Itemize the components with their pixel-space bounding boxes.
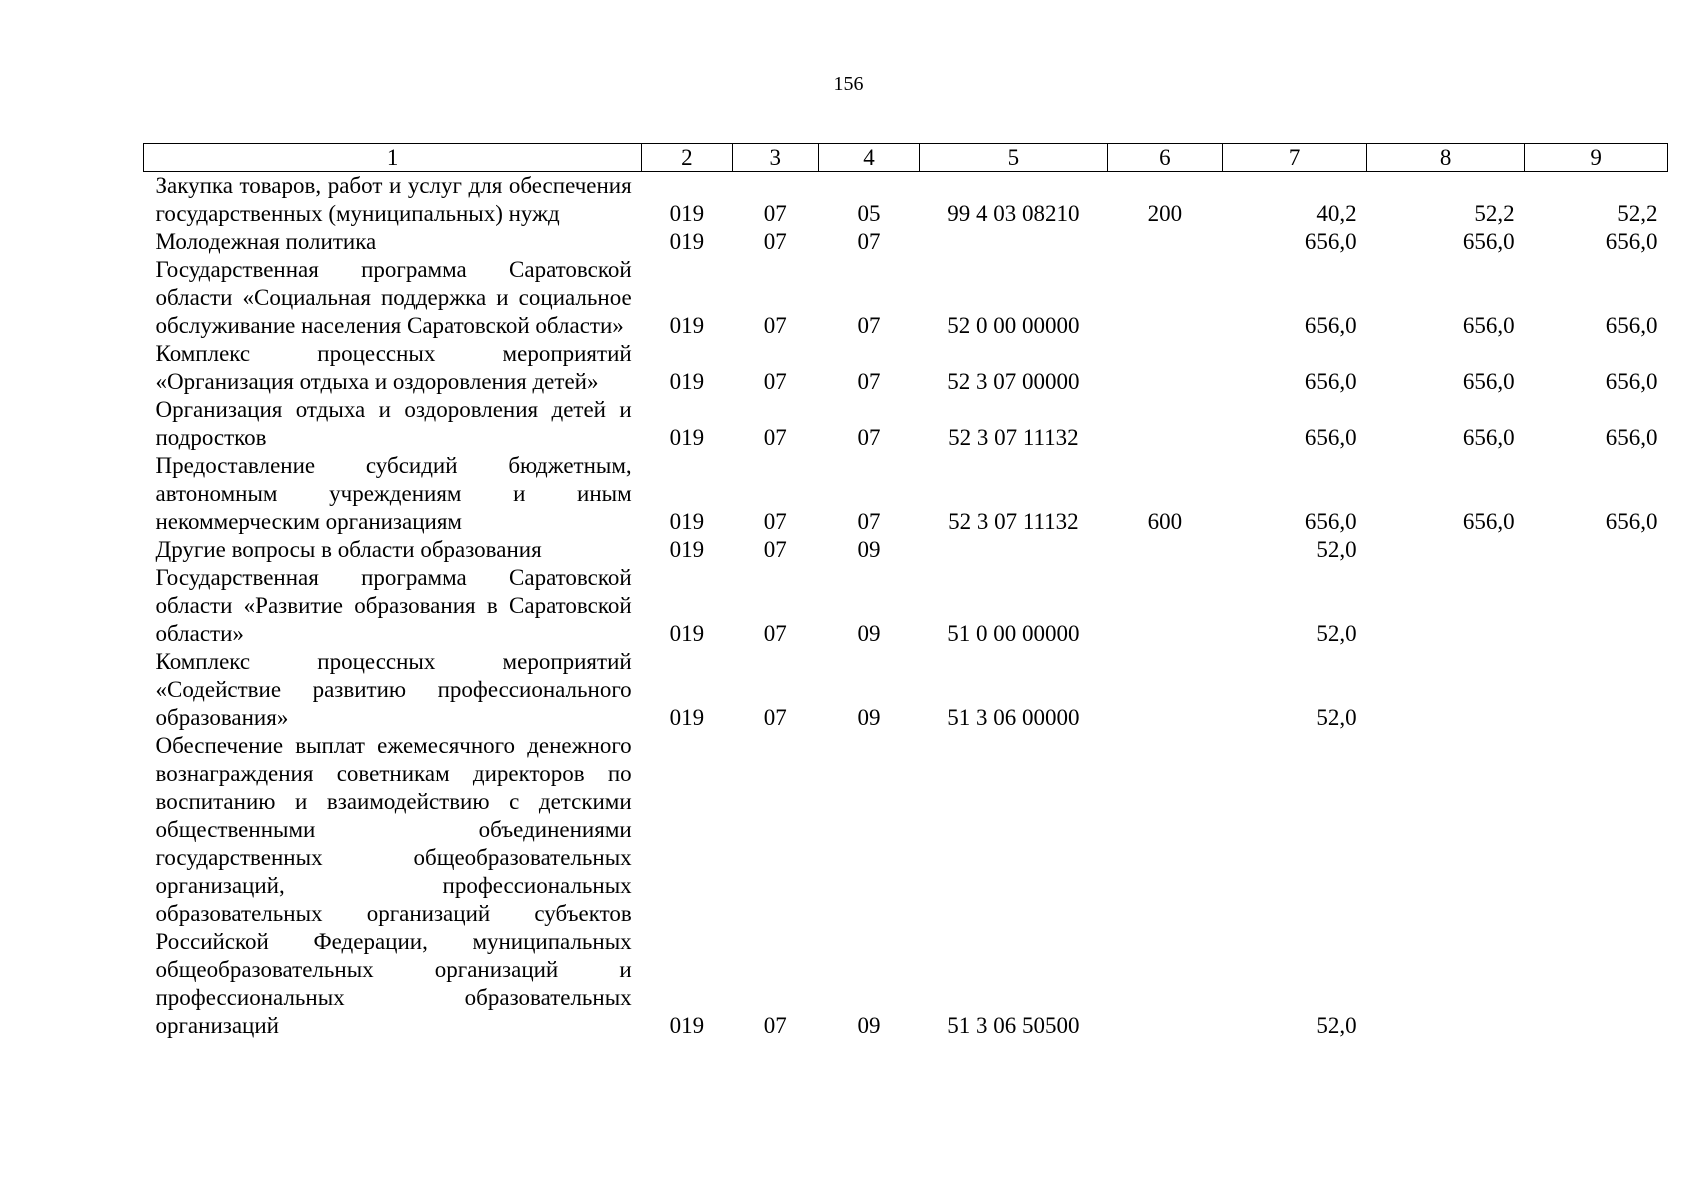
cell-amount-year-1: 656,0 — [1304, 229, 1357, 254]
cell-amount-year-2: 656,0 — [1462, 313, 1515, 338]
cell-target-article: 52 3 07 11132 — [948, 425, 1079, 450]
cell-amount-year-2 — [1367, 732, 1525, 1040]
cell-amount-year-2: 656,0 — [1462, 229, 1515, 254]
cell-amount-year-3: 656,0 — [1605, 509, 1658, 534]
cell-amount-year-1: 656,0 — [1304, 313, 1357, 338]
cell-target-article — [920, 228, 1108, 256]
cell-section: 07 — [763, 621, 787, 646]
cell-section: 07 — [763, 509, 787, 534]
cell-section: 07 — [763, 537, 787, 562]
cell-section: 07 — [763, 369, 787, 394]
cell-name: Другие вопросы в области образования — [155, 537, 542, 562]
cell-amount-year-2: 656,0 — [1462, 369, 1515, 394]
column-header-8: 8 — [1367, 144, 1525, 172]
cell-name: Комплекс процессных мероприятий «Организация отдыха и оздоровления детей» — [155, 341, 632, 394]
cell-ministry-code: 019 — [669, 369, 705, 394]
cell-expense-type — [1107, 564, 1223, 648]
cell-expense-type — [1107, 732, 1223, 1040]
cell-ministry-code: 019 — [669, 313, 705, 338]
cell-amount-year-1: 52,0 — [1316, 1013, 1357, 1038]
cell-ministry-code: 019 — [669, 705, 705, 730]
cell-amount-year-3 — [1525, 732, 1668, 1040]
table-row — [144, 228, 1668, 256]
cell-subsection: 05 — [857, 201, 881, 226]
cell-name: Комплекс процессных мероприятий «Содействие развитию профессионального образования» — [155, 649, 632, 730]
cell-amount-year-1: 52,0 — [1316, 705, 1357, 730]
cell-amount-year-1: 656,0 — [1304, 509, 1357, 534]
table-row — [144, 340, 1668, 396]
cell-name: Предоставление субсидий бюджетным, автономным учреждениям и иным некоммерческим организациям — [155, 453, 632, 534]
cell-amount-year-3: 52,2 — [1617, 201, 1658, 226]
page-number: 156 — [833, 73, 864, 95]
cell-amount-year-2: 52,2 — [1474, 201, 1515, 226]
cell-amount-year-2 — [1367, 564, 1525, 648]
cell-name: Государственная программа Саратовской области «Развитие образования в Саратовской области» — [155, 565, 632, 646]
cell-subsection: 09 — [857, 537, 881, 562]
cell-expense-type: 600 — [1147, 509, 1183, 534]
column-header-1: 1 — [144, 144, 642, 172]
cell-amount-year-3: 656,0 — [1605, 229, 1658, 254]
cell-subsection: 07 — [857, 425, 881, 450]
cell-subsection: 07 — [857, 313, 881, 338]
cell-ministry-code: 019 — [669, 201, 705, 226]
table-row — [144, 452, 1668, 536]
cell-target-article: 51 3 06 50500 — [947, 1013, 1080, 1038]
cell-subsection: 09 — [857, 621, 881, 646]
cell-subsection: 09 — [857, 1013, 881, 1038]
column-header-5: 5 — [920, 144, 1108, 172]
cell-name: Обеспечение выплат ежемесячного денежного вознаграждения советникам директоров по воспитанию и взаимодействию с детскими общественными объединениями государственных общеобразовательных организаций, профессиональных образовательных организаций субъектов Российской Федерации, муниципальных общеобразовательных организаций и профессиональных образовательных организаций — [155, 733, 632, 1038]
budget-table — [143, 143, 1668, 1040]
cell-amount-year-1: 40,2 — [1316, 201, 1357, 226]
cell-amount-year-2: 656,0 — [1462, 425, 1515, 450]
cell-section: 07 — [763, 229, 787, 254]
cell-expense-type — [1107, 396, 1223, 452]
cell-ministry-code: 019 — [669, 229, 705, 254]
cell-subsection: 07 — [857, 369, 881, 394]
cell-amount-year-3 — [1525, 648, 1668, 732]
column-header-6: 6 — [1107, 144, 1223, 172]
cell-target-article: 51 0 00 00000 — [947, 621, 1080, 646]
cell-target-article — [920, 536, 1108, 564]
cell-subsection: 07 — [857, 509, 881, 534]
cell-ministry-code: 019 — [669, 621, 705, 646]
cell-amount-year-1: 52,0 — [1316, 537, 1357, 562]
cell-ministry-code: 019 — [669, 425, 705, 450]
column-header-9: 9 — [1525, 144, 1668, 172]
table-body — [144, 172, 1668, 1041]
cell-ministry-code: 019 — [669, 509, 705, 534]
column-header-4: 4 — [818, 144, 919, 172]
cell-expense-type — [1107, 256, 1223, 340]
cell-target-article: 99 4 03 08210 — [947, 201, 1080, 226]
cell-target-article: 52 3 07 00000 — [947, 369, 1080, 394]
cell-subsection: 09 — [857, 705, 881, 730]
cell-expense-type — [1107, 536, 1223, 564]
table-row — [144, 172, 1668, 229]
table-row — [144, 536, 1668, 564]
column-header-7: 7 — [1223, 144, 1367, 172]
cell-amount-year-2 — [1367, 648, 1525, 732]
cell-name: Закупка товаров, работ и услуг для обеспечения государственных (муниципальных) нужд — [155, 173, 632, 226]
table-header — [144, 144, 1668, 172]
cell-amount-year-3 — [1525, 564, 1668, 648]
cell-amount-year-2 — [1367, 536, 1525, 564]
cell-amount-year-2: 656,0 — [1462, 509, 1515, 534]
cell-amount-year-3: 656,0 — [1605, 313, 1658, 338]
cell-section: 07 — [763, 425, 787, 450]
cell-name: Молодежная политика — [155, 229, 377, 254]
cell-amount-year-1: 656,0 — [1304, 425, 1357, 450]
cell-ministry-code: 019 — [669, 537, 705, 562]
column-header-2: 2 — [642, 144, 732, 172]
cell-section: 07 — [763, 705, 787, 730]
cell-amount-year-1: 52,0 — [1316, 621, 1357, 646]
cell-target-article: 52 3 07 11132 — [948, 509, 1079, 534]
cell-subsection: 07 — [857, 229, 881, 254]
cell-expense-type — [1107, 340, 1223, 396]
cell-amount-year-3: 656,0 — [1605, 425, 1658, 450]
table-row — [144, 648, 1668, 732]
cell-target-article: 52 0 00 00000 — [947, 313, 1080, 338]
column-header-3: 3 — [732, 144, 818, 172]
cell-amount-year-3 — [1525, 536, 1668, 564]
cell-section: 07 — [763, 313, 787, 338]
cell-name: Государственная программа Саратовской области «Социальная поддержка и социальное обслуживание населения Саратовской области» — [155, 257, 632, 338]
cell-section: 07 — [763, 201, 787, 226]
cell-amount-year-1: 656,0 — [1304, 369, 1357, 394]
cell-name: Организация отдыха и оздоровления детей и подростков — [155, 397, 632, 450]
table-row — [144, 564, 1668, 648]
table-row — [144, 396, 1668, 452]
cell-section: 07 — [763, 1013, 787, 1038]
cell-expense-type: 200 — [1147, 201, 1183, 226]
header-row — [144, 144, 1668, 172]
table-row — [144, 256, 1668, 340]
cell-expense-type — [1107, 228, 1223, 256]
cell-target-article: 51 3 06 00000 — [947, 705, 1080, 730]
cell-expense-type — [1107, 648, 1223, 732]
table-row — [144, 732, 1668, 1040]
cell-ministry-code: 019 — [669, 1013, 705, 1038]
cell-amount-year-3: 656,0 — [1605, 369, 1658, 394]
